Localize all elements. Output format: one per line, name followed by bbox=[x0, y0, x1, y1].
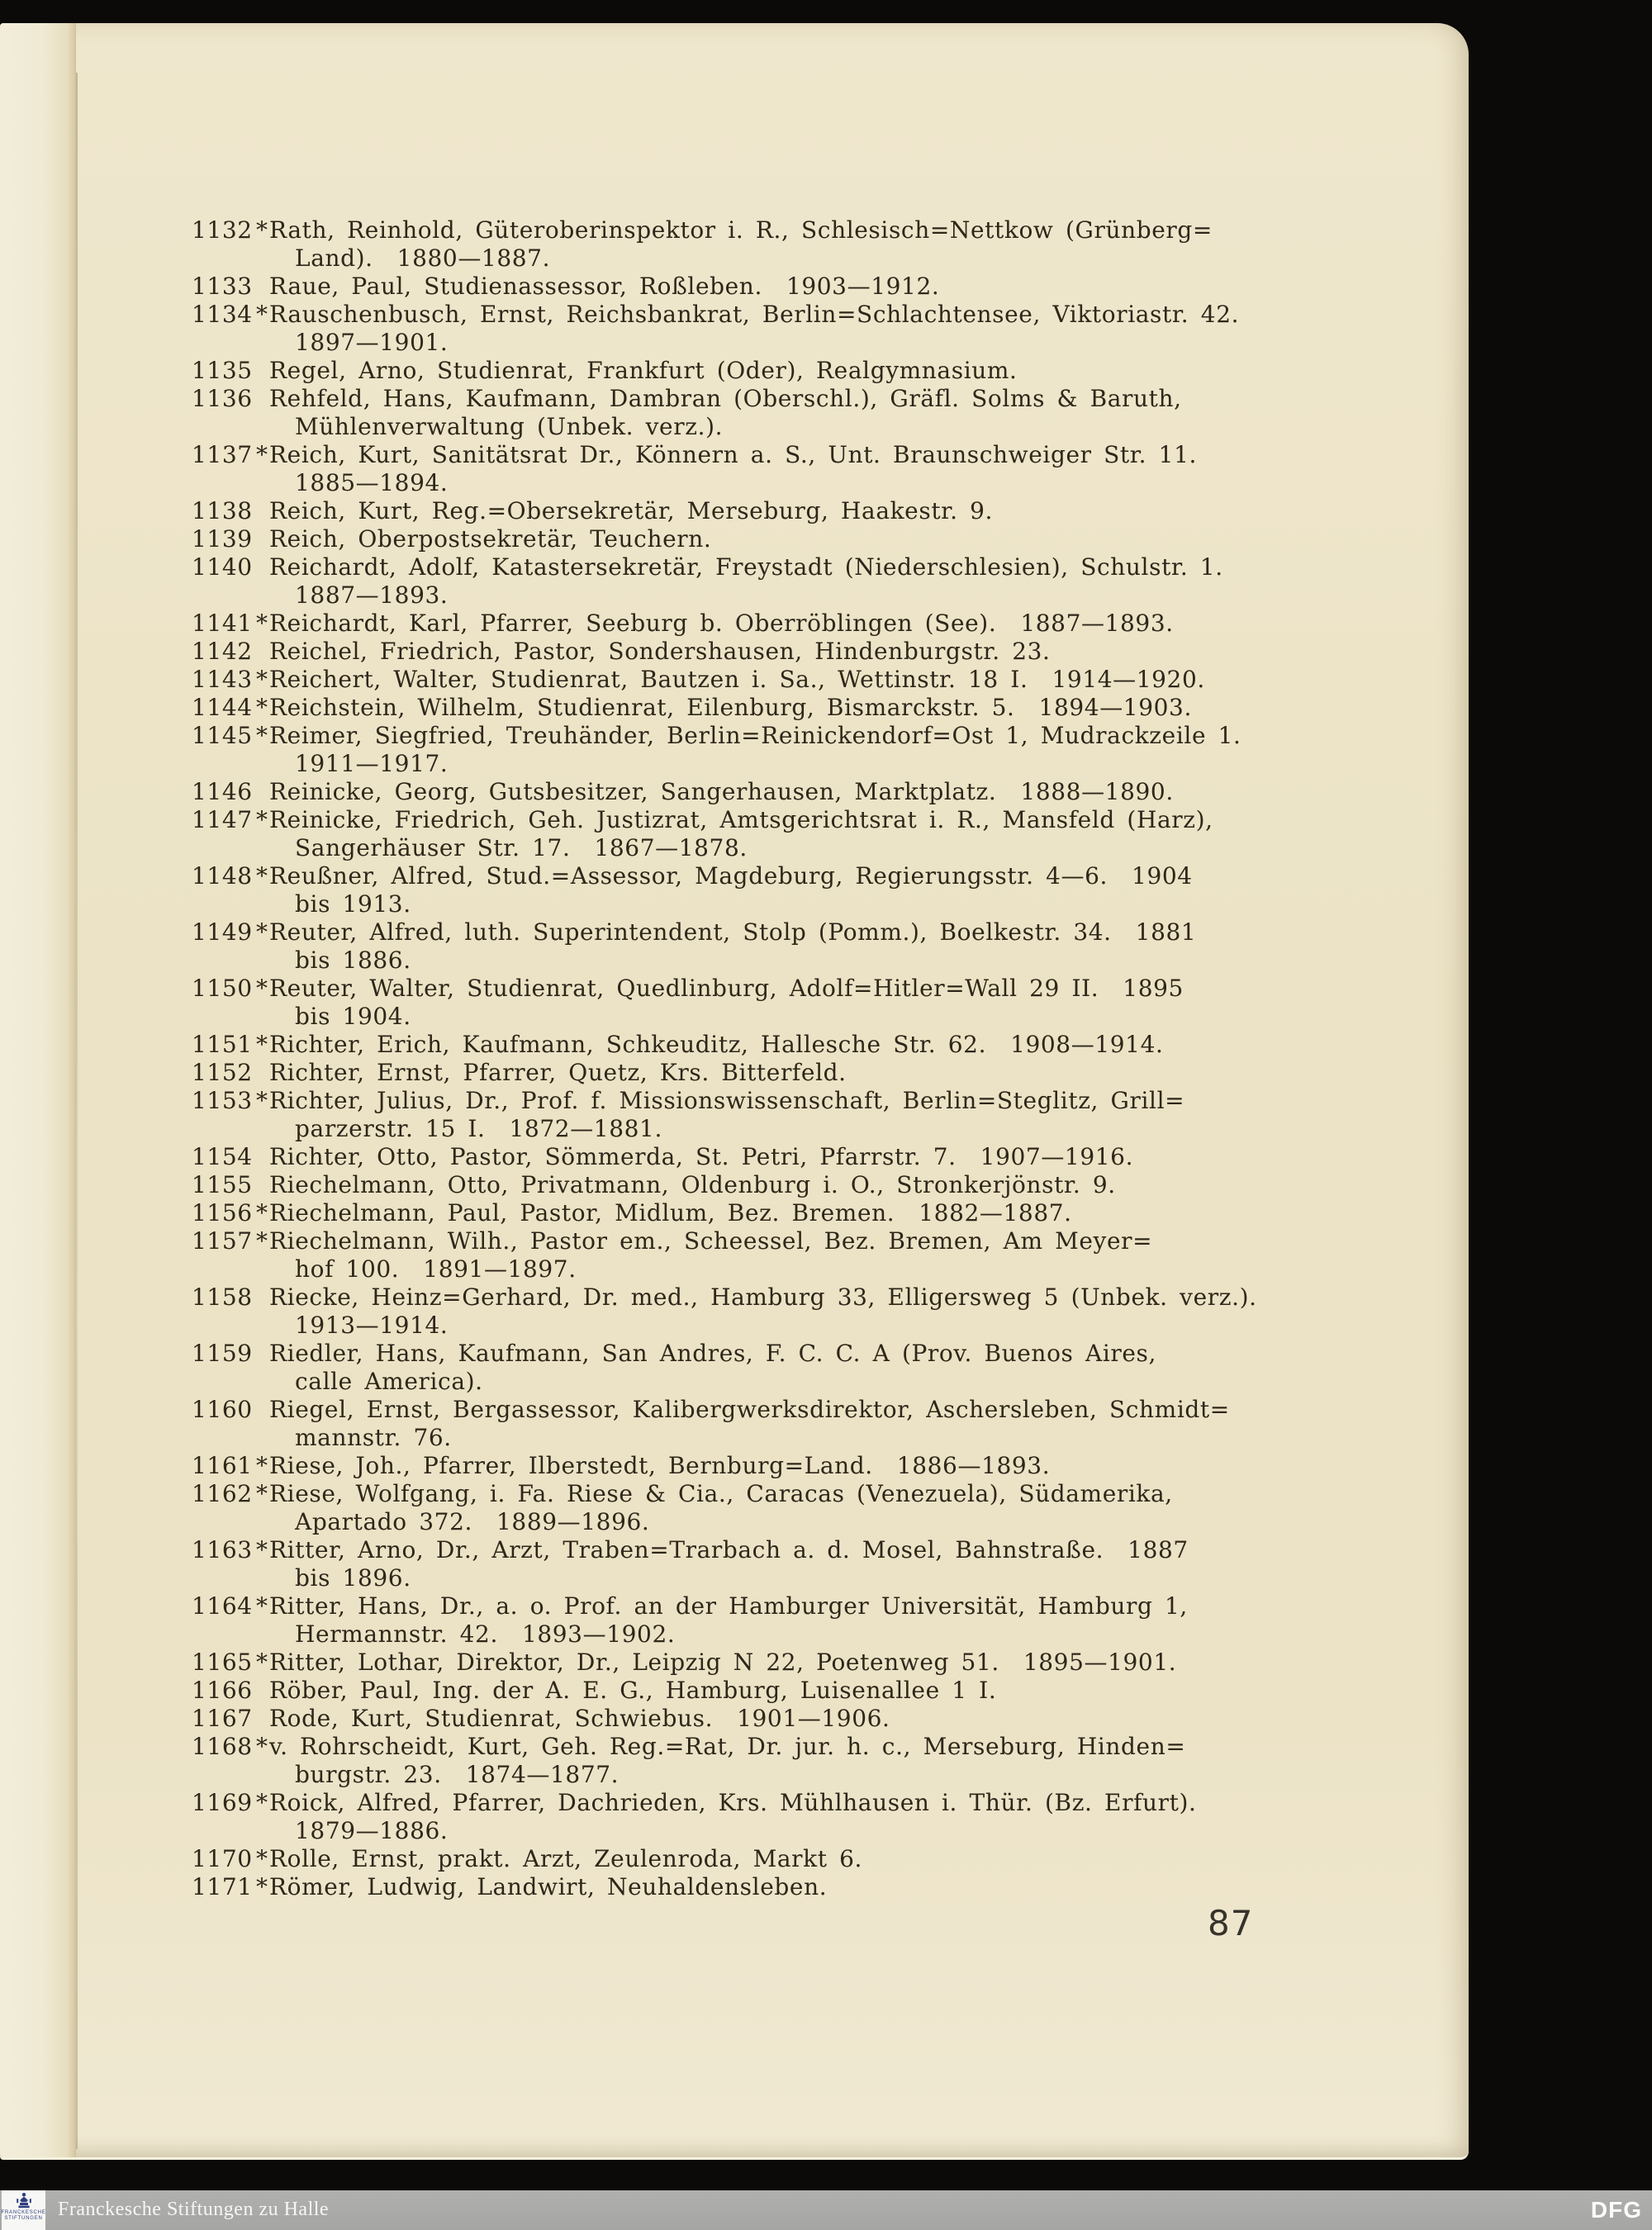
entry-first-line bbox=[192, 638, 1348, 666]
directory-entry bbox=[192, 1536, 1348, 1592]
entry-text: Reinicke, Georg, Gutsbesitzer, Sangerhausen, Marktplatz. 1888—1890. bbox=[269, 778, 1174, 805]
entry-text: Reußner, Alfred, Stud.=Assessor, Magdeburg, Regierungsstr. 4—6. 1904 bbox=[269, 862, 1193, 890]
entry-number: 1146 bbox=[192, 778, 253, 805]
entry-text: Richter, Ernst, Pfarrer, Quetz, Krs. Bitterfeld. bbox=[269, 1059, 847, 1086]
entry-number: 1148 bbox=[192, 862, 253, 890]
entry-number: 1164 bbox=[192, 1592, 253, 1620]
entry-first-line bbox=[192, 1873, 1348, 1901]
member-star-marker: * bbox=[256, 975, 268, 1002]
entry-first-line bbox=[192, 525, 1348, 553]
directory-entry bbox=[192, 1340, 1348, 1396]
entry-number: 1158 bbox=[192, 1283, 253, 1311]
directory-entry bbox=[192, 610, 1348, 638]
entry-first-line bbox=[192, 1199, 1348, 1227]
entry-number: 1169 bbox=[192, 1789, 253, 1816]
member-star-marker: * bbox=[256, 1452, 268, 1479]
entry-text: Rolle, Ernst, prakt. Arzt, Zeulenroda, Markt 6. bbox=[269, 1845, 862, 1872]
entry-first-line bbox=[192, 1143, 1348, 1171]
entry-text: Reichardt, Adolf, Katastersekretär, Freystadt (Niederschlesien), Schulstr. 1. bbox=[269, 553, 1223, 581]
entry-text: Reich, Kurt, Sanitätsrat Dr., Könnern a. S., Unt. Braunschweiger Str. 11. bbox=[269, 441, 1198, 468]
entry-number: 1144 bbox=[192, 694, 253, 721]
member-star-marker: * bbox=[256, 1592, 268, 1620]
entry-text: Riedler, Hans, Kaufmann, San Andres, F. C. C. A (Prov. Buenos Aires, bbox=[269, 1340, 1156, 1367]
member-star-marker: * bbox=[256, 918, 268, 946]
entry-continuation-line: 1887—1893. bbox=[295, 581, 449, 609]
entry-number: 1142 bbox=[192, 638, 253, 665]
directory-entry bbox=[192, 1480, 1348, 1536]
entry-first-line bbox=[192, 1059, 1348, 1087]
directory-entry bbox=[192, 553, 1348, 610]
entry-continuation-line: bis 1896. bbox=[295, 1564, 411, 1592]
entry-continuation-line: calle America). bbox=[295, 1368, 483, 1395]
entry-text: Rehfeld, Hans, Kaufmann, Dambran (Oberschl.), Gräfl. Solms & Baruth, bbox=[269, 385, 1182, 412]
entry-text: Reinicke, Friedrich, Geh. Justizrat, Amtsgerichtsrat i. R., Mansfeld (Harz), bbox=[269, 806, 1213, 833]
entry-number: 1167 bbox=[192, 1705, 253, 1732]
directory-entry bbox=[192, 1143, 1348, 1171]
member-star-marker: * bbox=[256, 722, 268, 749]
page-fore-edge bbox=[0, 23, 76, 2157]
entry-text: Riese, Joh., Pfarrer, Ilberstedt, Bernburg=Land. 1886—1893. bbox=[269, 1452, 1051, 1479]
entry-first-line bbox=[192, 1789, 1348, 1817]
entry-number: 1159 bbox=[192, 1340, 253, 1367]
entry-first-line bbox=[192, 1227, 1348, 1255]
entry-text: Rauschenbusch, Ernst, Reichsbankrat, Berlin=Schlachtensee, Viktoriastr. 42. bbox=[269, 301, 1240, 328]
entry-number: 1168 bbox=[192, 1733, 253, 1760]
entry-number: 1141 bbox=[192, 610, 253, 637]
entry-number: 1132 bbox=[192, 216, 253, 244]
entry-text: Röber, Paul, Ing. der A. E. G., Hamburg, Luisenallee 1 I. bbox=[269, 1677, 997, 1704]
entry-text: Reichel, Friedrich, Pastor, Sondershausen, Hindenburgstr. 23. bbox=[269, 638, 1051, 665]
directory-entry bbox=[192, 441, 1348, 497]
entry-text: Richter, Otto, Pastor, Sömmerda, St. Petri, Pfarrstr. 7. 1907—1916. bbox=[269, 1143, 1134, 1170]
entry-text: Ritter, Lothar, Direktor, Dr., Leipzig N 22, Poetenweg 51. 1895—1901. bbox=[269, 1649, 1177, 1676]
entry-continuation-line: bis 1886. bbox=[295, 947, 411, 974]
directory-entry bbox=[192, 1677, 1348, 1705]
entry-text: Römer, Ludwig, Landwirt, Neuhaldensleben. bbox=[269, 1873, 828, 1900]
entry-first-line bbox=[192, 1087, 1348, 1115]
entry-number: 1166 bbox=[192, 1677, 253, 1704]
directory-entry bbox=[192, 385, 1348, 441]
archive-label-line1: FRANCKESCHE bbox=[1, 2210, 46, 2215]
entry-text: Rath, Reinhold, Güteroberinspektor i. R., Schlesisch=Nettkow (Grünberg= bbox=[269, 216, 1213, 244]
entry-text: v. Rohrscheidt, Kurt, Geh. Reg.=Rat, Dr. jur. h. c., Merseburg, Hinden= bbox=[269, 1733, 1186, 1760]
directory-entry bbox=[192, 1199, 1348, 1227]
dfg-logo: DFG bbox=[1590, 2197, 1642, 2223]
entry-first-line bbox=[192, 1031, 1348, 1059]
entry-text: Raue, Paul, Studienassessor, Roßleben. 1903—1912. bbox=[269, 273, 940, 300]
entry-continuation-line: Sangerhäuser Str. 17. 1867—1878. bbox=[295, 834, 748, 861]
entry-continuation-line: 1897—1901. bbox=[295, 329, 449, 356]
entry-number: 1133 bbox=[192, 273, 253, 300]
directory-entry bbox=[192, 975, 1348, 1031]
entry-first-line bbox=[192, 1733, 1348, 1761]
entry-number: 1150 bbox=[192, 975, 253, 1002]
entry-first-line bbox=[192, 610, 1348, 638]
entry-continuation-line: burgstr. 23. 1874—1877. bbox=[295, 1761, 620, 1788]
entry-continuation-line: parzerstr. 15 I. 1872—1881. bbox=[295, 1115, 662, 1142]
member-star-marker: * bbox=[256, 1031, 268, 1058]
entry-text: Reimer, Siegfried, Treuhänder, Berlin=Reinickendorf=Ost 1, Mudrackzeile 1. bbox=[269, 722, 1241, 749]
directory-entry bbox=[192, 666, 1348, 694]
entry-text: Rode, Kurt, Studienrat, Schwiebus. 1901—1906. bbox=[269, 1705, 890, 1732]
entry-first-line bbox=[192, 1283, 1348, 1312]
member-star-marker: * bbox=[256, 1873, 268, 1900]
entry-first-line bbox=[192, 1705, 1348, 1733]
directory-entry bbox=[192, 1789, 1348, 1845]
entry-number: 1171 bbox=[192, 1873, 253, 1900]
entry-first-line bbox=[192, 918, 1348, 947]
entry-first-line bbox=[192, 301, 1348, 329]
entry-number: 1156 bbox=[192, 1199, 253, 1226]
entry-continuation-line: bis 1904. bbox=[295, 1003, 411, 1030]
directory-entry bbox=[192, 1733, 1348, 1789]
entry-continuation-line: Land). 1880—1887. bbox=[295, 244, 551, 272]
entry-number: 1149 bbox=[192, 918, 253, 946]
entry-first-line bbox=[192, 806, 1348, 834]
entry-first-line bbox=[192, 778, 1348, 806]
entry-continuation-line: 1913—1914. bbox=[295, 1312, 449, 1339]
directory-entry bbox=[192, 862, 1348, 918]
entry-text: Roick, Alfred, Pfarrer, Dachrieden, Krs. Mühlhausen i. Thür. (Bz. Erfurt). bbox=[269, 1789, 1197, 1816]
entry-number: 1134 bbox=[192, 301, 253, 328]
directory-entry bbox=[192, 1227, 1348, 1283]
directory-entry bbox=[192, 1649, 1348, 1677]
entry-first-line bbox=[192, 1480, 1348, 1508]
entry-first-line bbox=[192, 1396, 1348, 1424]
entry-number: 1154 bbox=[192, 1143, 253, 1170]
entry-continuation-line: 1885—1894. bbox=[295, 469, 449, 496]
entry-first-line bbox=[192, 666, 1348, 694]
entry-number: 1151 bbox=[192, 1031, 253, 1058]
entry-text: Richter, Erich, Kaufmann, Schkeuditz, Hallesche Str. 62. 1908—1914. bbox=[269, 1031, 1164, 1058]
entry-text: Reuter, Walter, Studienrat, Quedlinburg, Adolf=Hitler=Wall 29 II. 1895 bbox=[269, 975, 1184, 1002]
entry-text: Regel, Arno, Studienrat, Frankfurt (Oder), Realgymnasium. bbox=[269, 357, 1018, 384]
entry-continuation-line: hof 100. 1891—1897. bbox=[295, 1255, 577, 1283]
entry-text: Riechelmann, Paul, Pastor, Midlum, Bez. Bremen. 1882—1887. bbox=[269, 1199, 1072, 1226]
member-star-marker: * bbox=[256, 694, 268, 721]
directory-entry bbox=[192, 638, 1348, 666]
entry-text: Riechelmann, Wilh., Pastor em., Scheessel, Bez. Bremen, Am Meyer= bbox=[269, 1227, 1153, 1255]
member-star-marker: * bbox=[256, 1733, 268, 1760]
directory-entry bbox=[192, 806, 1348, 862]
member-star-marker: * bbox=[256, 666, 268, 693]
entry-text: Reuter, Alfred, luth. Superintendent, Stolp (Pomm.), Boelkestr. 34. 1881 bbox=[269, 918, 1197, 946]
entry-number: 1138 bbox=[192, 497, 253, 524]
entry-first-line bbox=[192, 1452, 1348, 1480]
entry-number: 1139 bbox=[192, 525, 253, 553]
directory-entry bbox=[192, 301, 1348, 357]
entry-first-line bbox=[192, 862, 1348, 890]
entry-text: Reichstein, Wilhelm, Studienrat, Eilenburg, Bismarckstr. 5. 1894—1903. bbox=[269, 694, 1192, 721]
entry-first-line bbox=[192, 273, 1348, 301]
member-star-marker: * bbox=[256, 1199, 268, 1226]
directory-entry bbox=[192, 1283, 1348, 1340]
entry-number: 1170 bbox=[192, 1845, 253, 1872]
entry-number: 1163 bbox=[192, 1536, 253, 1563]
entry-continuation-line: bis 1913. bbox=[295, 890, 411, 918]
entry-first-line bbox=[192, 694, 1348, 722]
entry-number: 1137 bbox=[192, 441, 253, 468]
entry-first-line bbox=[192, 722, 1348, 750]
directory-entry bbox=[192, 1396, 1348, 1452]
directory-entry bbox=[192, 1845, 1348, 1873]
entry-text: Riegel, Ernst, Bergassessor, Kalibergwerksdirektor, Aschersleben, Schmidt= bbox=[269, 1396, 1230, 1423]
archive-label-line2: STIFTUNGEN bbox=[4, 2216, 43, 2221]
page-number: 87 bbox=[1208, 1903, 1254, 1943]
directory-entry bbox=[192, 216, 1348, 273]
entry-first-line bbox=[192, 1536, 1348, 1564]
archive-logo-box bbox=[2, 2190, 45, 2230]
entry-text: Reich, Oberpostsekretär, Teuchern. bbox=[269, 525, 712, 553]
entry-continuation-line: 1879—1886. bbox=[295, 1817, 449, 1844]
directory-entry bbox=[192, 497, 1348, 525]
entry-continuation-line: Hermannstr. 42. 1893—1902. bbox=[295, 1620, 676, 1648]
entry-continuation-line: mannstr. 76. bbox=[295, 1424, 452, 1451]
entry-first-line bbox=[192, 1677, 1348, 1705]
entry-continuation-line: Apartado 372. 1889—1896. bbox=[295, 1508, 650, 1535]
member-star-marker: * bbox=[256, 1649, 268, 1676]
entry-first-line bbox=[192, 357, 1348, 385]
directory-entry bbox=[192, 1873, 1348, 1901]
entry-text: Richter, Julius, Dr., Prof. f. Missionswissenschaft, Berlin=Steglitz, Grill= bbox=[269, 1087, 1185, 1114]
entry-first-line bbox=[192, 441, 1348, 469]
member-star-marker: * bbox=[256, 806, 268, 833]
entry-text: Ritter, Arno, Dr., Arzt, Traben=Trarbach a. d. Mosel, Bahnstraße. 1887 bbox=[269, 1536, 1189, 1563]
directory-entry bbox=[192, 525, 1348, 553]
entry-number: 1155 bbox=[192, 1171, 253, 1198]
entry-number: 1136 bbox=[192, 385, 253, 412]
entry-text: Riecke, Heinz=Gerhard, Dr. med., Hamburg 33, Elligersweg 5 (Unbek. verz.). bbox=[269, 1283, 1257, 1311]
entry-number: 1162 bbox=[192, 1480, 253, 1507]
entry-number: 1153 bbox=[192, 1087, 253, 1114]
entry-number: 1135 bbox=[192, 357, 253, 384]
entry-first-line bbox=[192, 1171, 1348, 1199]
member-star-marker: * bbox=[256, 1480, 268, 1507]
directory-entry bbox=[192, 1031, 1348, 1059]
member-star-marker: * bbox=[256, 1087, 268, 1114]
member-star-marker: * bbox=[256, 301, 268, 328]
entry-list bbox=[192, 216, 1348, 1901]
entry-continuation-line: 1911—1917. bbox=[295, 750, 449, 777]
directory-entry bbox=[192, 694, 1348, 722]
archive-name: Franckesche Stiftungen zu Halle bbox=[58, 2198, 330, 2220]
entry-first-line bbox=[192, 1845, 1348, 1873]
entry-number: 1143 bbox=[192, 666, 253, 693]
entry-first-line bbox=[192, 385, 1348, 413]
page-crease-line bbox=[76, 73, 78, 2149]
entry-text: Reichardt, Karl, Pfarrer, Seeburg b. Oberröblingen (See). 1887—1893. bbox=[269, 610, 1174, 637]
directory-entry bbox=[192, 1452, 1348, 1480]
entry-text: Reich, Kurt, Reg.=Obersekretär, Merseburg, Haakestr. 9. bbox=[269, 497, 994, 524]
directory-entry bbox=[192, 1705, 1348, 1733]
entry-number: 1147 bbox=[192, 806, 253, 833]
member-star-marker: * bbox=[256, 1789, 268, 1816]
directory-entry bbox=[192, 273, 1348, 301]
entry-number: 1161 bbox=[192, 1452, 253, 1479]
entry-first-line bbox=[192, 497, 1348, 525]
entry-first-line bbox=[192, 1649, 1348, 1677]
entry-first-line bbox=[192, 1340, 1348, 1368]
entry-number: 1140 bbox=[192, 553, 253, 581]
member-star-marker: * bbox=[256, 610, 268, 637]
entry-first-line bbox=[192, 216, 1348, 244]
entry-continuation-line: Mühlenverwaltung (Unbek. verz.). bbox=[295, 413, 724, 440]
entry-number: 1160 bbox=[192, 1396, 253, 1423]
footer-bar bbox=[0, 2190, 1652, 2230]
entry-text: Riese, Wolfgang, i. Fa. Riese & Cia., Caracas (Venezuela), Südamerika, bbox=[269, 1480, 1173, 1507]
archive-emblem-icon bbox=[14, 2192, 34, 2210]
entry-text: Riechelmann, Otto, Privatmann, Oldenburg i. O., Stronkerjönstr. 9. bbox=[269, 1171, 1116, 1198]
entry-first-line bbox=[192, 1592, 1348, 1620]
member-star-marker: * bbox=[256, 441, 268, 468]
entry-number: 1157 bbox=[192, 1227, 253, 1255]
directory-entry bbox=[192, 722, 1348, 778]
member-star-marker: * bbox=[256, 862, 268, 890]
directory-entry bbox=[192, 357, 1348, 385]
entry-number: 1152 bbox=[192, 1059, 253, 1086]
directory-entry bbox=[192, 1592, 1348, 1649]
book-page bbox=[0, 23, 1469, 2160]
member-star-marker: * bbox=[256, 216, 268, 244]
directory-entry bbox=[192, 1087, 1348, 1143]
entry-text: Ritter, Hans, Dr., a. o. Prof. an der Hamburger Universität, Hamburg 1, bbox=[269, 1592, 1188, 1620]
member-star-marker: * bbox=[256, 1227, 268, 1255]
member-star-marker: * bbox=[256, 1845, 268, 1872]
entry-text: Reichert, Walter, Studienrat, Bautzen i. Sa., Wettinstr. 18 I. 1914—1920. bbox=[269, 666, 1205, 693]
entry-first-line bbox=[192, 975, 1348, 1003]
directory-entry bbox=[192, 1059, 1348, 1087]
directory-entry bbox=[192, 778, 1348, 806]
entry-number: 1165 bbox=[192, 1649, 253, 1676]
directory-entry bbox=[192, 918, 1348, 975]
entry-first-line bbox=[192, 553, 1348, 581]
entry-number: 1145 bbox=[192, 722, 253, 749]
member-star-marker: * bbox=[256, 1536, 268, 1563]
directory-entry bbox=[192, 1171, 1348, 1199]
